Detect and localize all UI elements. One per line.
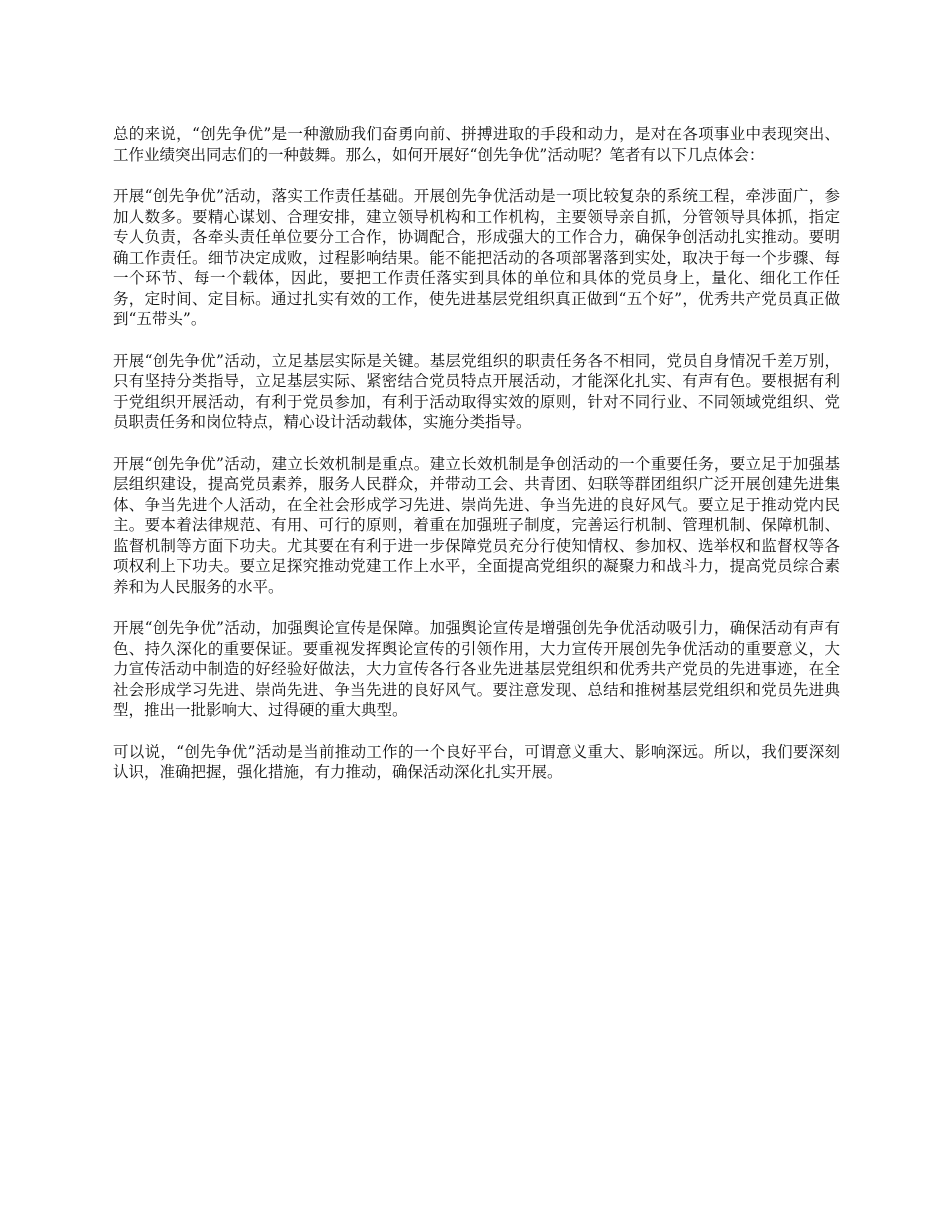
document-body <box>113 124 840 804</box>
paragraph-publicity: 开展“创先争优”活动，加强舆论宣传是保障。加强舆论宣传是增强创先争优活动吸引力，确保活动有声有色、持久深化的重要保证。要重视发挥舆论宣传的引领作用，大力宣传开展创先争优活动的重要意义，大力宣传活动中制造的好经验好做法，大力宣传各行各业先进基层党组织和优秀共产党员的先进事迹，在全社会形成学习先进、崇尚先进、争当先进的良好风气。要注意发现、总结和推树基层党组织和党员先进典型，推出一批影响大、过得硬的重大典型。 <box>113 619 840 719</box>
paragraph-mechanism: 开展“创先争优”活动，建立长效机制是重点。建立长效机制是争创活动的一个重要任务，要立足于加强基层组织建设，提高党员素养，服务人民群众，并带动工会、共青团、妇联等群团组织广泛开展创建先进集体、争当先进个人活动，在全社会形成学习先进、崇尚先进、争当先进的良好风气。要立足于推动党内民主。要本着法律规范、有用、可行的原则，着重在加强班子制度，完善运行机制、管理机制、保障机制、监督机制等方面下功夫。尤其要在有利于进一步保障党员充分行使知情权、参加权、选举权和监督权等各项权利上下功夫。要立足探究推动党建工作上水平，全面提高党组织的凝聚力和战斗力，提高党员综合素养和为人民服务的水平。 <box>113 454 840 596</box>
paragraph-conclusion: 可以说，“创先争优”活动是当前推动工作的一个良好平台，可谓意义重大、影响深远。所以，我们要深刻认识，准确把握，强化措施，有力推动，确保活动深化扎实开展。 <box>113 742 840 781</box>
paragraph-intro: 总的来说，“创先争优”是一种激励我们奋勇向前、拼搏进取的手段和动力，是对在各项事业中表现突出、工作业绩突出同志们的一种鼓舞。那么，如何开展好“创先争优”活动呢？笔者有以下几点体会： <box>113 125 840 164</box>
paragraph-grassroots: 开展“创先争优”活动，立足基层实际是关键。基层党组织的职责任务各不相同，党员自身情况千差万别，只有坚持分类指导，立足基层实际、紧密结合党员特点开展活动，才能深化扎实、有声有色。要根据有利于党组织开展活动，有利于党员参加，有利于活动取得实效的原则，针对不同行业、不同领域党组织、党员职责任务和岗位特点，精心设计活动载体，实施分类指导。 <box>113 351 840 431</box>
paragraph-responsibility: 开展“创先争优”活动，落实工作责任基础。开展创先争优活动是一项比较复杂的系统工程，牵涉面广，参加人数多。要精心谋划、合理安排，建立领导机构和工作机构，主要领导亲自抓，分管领导具体抓，指定专人负责，各牵头责任单位要分工合作，协调配合，形成强大的工作合力，确保争创活动扎实推动。要明确工作责任。细节决定成败，过程影响结果。能不能把活动的各项部署落到实处，取决于每一个步骤、每一个环节、每一个载体，因此，要把工作责任落实到具体的单位和具体的党员身上，量化、细化工作任务，定时间、定目标。通过扎实有效的工作，使先进基层党组织真正做到“五个好”，优秀共产党员真正做到“五带头”。 <box>113 187 840 328</box>
